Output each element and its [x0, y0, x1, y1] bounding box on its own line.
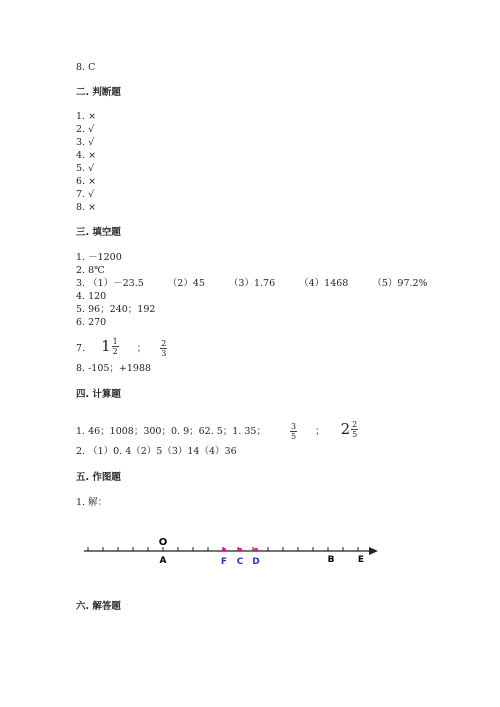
fraction: $\frac{3}{5}$: [290, 422, 297, 441]
label-D: D: [252, 557, 260, 567]
judgement-item: 4. ×: [76, 150, 97, 161]
fill-answer-1: 1. －1200: [76, 252, 122, 263]
judgement-item: 2. √: [76, 124, 95, 135]
drawing-answer-1: 1. 解：: [76, 497, 108, 508]
calc-answer-2: 2. （1）0. 4（2）5（3）14（4）36: [76, 446, 237, 457]
judgement-item: 1. ×: [76, 111, 97, 122]
fill-answer-3-part: （4）1468: [299, 278, 349, 289]
judgement-item: 8. ×: [76, 202, 97, 213]
separator: ；: [315, 426, 325, 437]
judgement-item: 6. ×: [76, 176, 97, 187]
judgement-item: 3. √: [76, 137, 95, 148]
number-line-point: [238, 548, 242, 552]
arrow-right-icon: [369, 547, 378, 555]
section-title-fill-in: 三. 填空题: [76, 227, 121, 238]
section-title-judgement: 二. 判断题: [76, 87, 121, 98]
mixed-whole: 1: [101, 337, 111, 355]
fraction: $\frac{1}{2}$: [112, 336, 118, 356]
fill-answer-3-part: （2）45: [167, 278, 205, 289]
judgement-item: 5. √: [76, 163, 95, 174]
label-F: F: [220, 557, 228, 567]
fill-answer-3-part: （5）97.2%: [372, 278, 428, 289]
section-title-answers: 六. 解答题: [76, 601, 121, 612]
number-line-point: [254, 548, 258, 552]
separator: ；: [136, 343, 147, 354]
fill-answer-4: 4. 120: [76, 291, 107, 302]
mixed-whole: 2: [340, 420, 351, 438]
fraction: $\frac{2}{3}$: [161, 339, 167, 358]
label-C: C: [236, 557, 244, 567]
judgement-item: 7. √: [76, 189, 95, 200]
fill-answer-6: 6. 270: [76, 317, 107, 328]
fill-answer-7-number: 7.: [76, 343, 86, 354]
section-title-drawing: 五. 作图题: [76, 472, 121, 483]
fill-answer-5: 5. 96；240；192: [76, 304, 156, 315]
label-E: E: [357, 555, 365, 565]
label-O: O: [158, 537, 168, 548]
fill-answer-2: 2. 8℃: [76, 265, 105, 276]
answer-8: 8. C: [76, 62, 96, 73]
label-A: A: [159, 556, 167, 566]
fill-answer-3-part: （3）1.76: [228, 278, 276, 289]
fill-answer-8: 8. -105；+1988: [76, 363, 152, 374]
fill-answer-3-part: 3. （1）－23.5: [76, 278, 144, 289]
number-line-point: [222, 548, 226, 552]
fraction: $\frac{2}{5}$: [352, 419, 358, 439]
section-title-calculation: 四. 计算题: [76, 389, 121, 400]
calc-answer-1-text: 1. 46；1008；300；0. 9；62. 5；1. 35；: [76, 426, 266, 437]
label-B: B: [327, 555, 335, 565]
